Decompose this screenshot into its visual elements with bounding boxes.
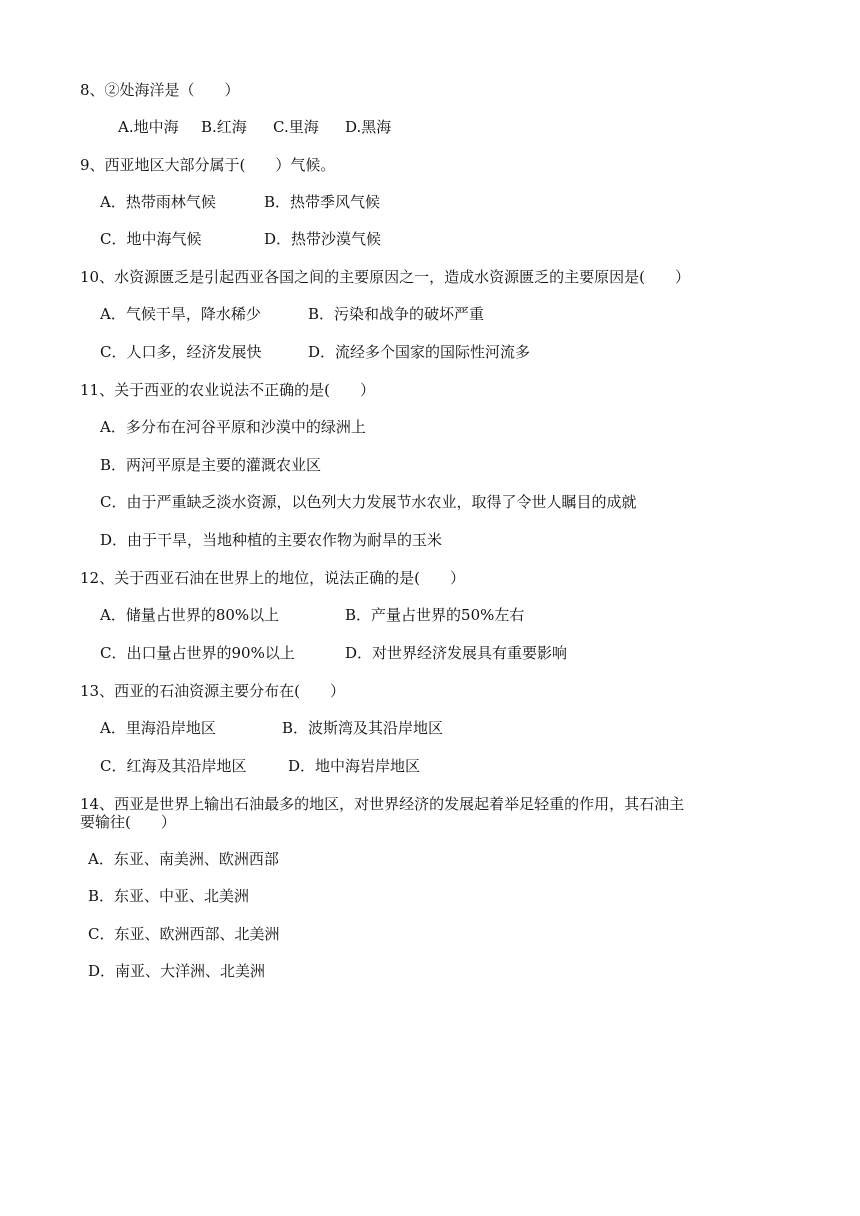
- option-a: A．气候干旱，降水稀少: [100, 305, 261, 323]
- option-b: B．波斯湾及其沿岸地区: [282, 719, 444, 737]
- question-14-stem-line1: 14、西亚是世界上输出石油最多的地区，对世界经济的发展起着举足轻重的作用，其石油主: [80, 795, 685, 813]
- question-13-stem: 13、西亚的石油资源主要分布在( ）: [80, 682, 345, 700]
- option-d: D．热带沙漠气候: [264, 230, 382, 248]
- question-11-option-b: B．两河平原是主要的灌溉农业区: [100, 456, 322, 474]
- question-14-option-b: B．东亚、中亚、北美洲: [88, 887, 250, 905]
- question-10-stem: 10、水资源匮乏是引起西亚各国之间的主要原因之一，造成水资源匮乏的主要原因是( ）: [80, 268, 690, 286]
- option-d: D．流经多个国家的国际性河流多: [308, 343, 531, 361]
- question-11-option-a: A．多分布在河谷平原和沙漠中的绿洲上: [100, 418, 366, 436]
- question-14-option-d: D．南亚、大洋洲、北美洲: [88, 962, 266, 980]
- option-a: A．里海沿岸地区: [100, 719, 216, 737]
- question-12-stem: 12、关于西亚石油在世界上的地位，说法正确的是( ）: [80, 569, 465, 587]
- option-a: A．热带雨林气候: [100, 193, 216, 211]
- question-11-option-d: D．由于干旱，当地种植的主要农作物为耐旱的玉米: [100, 531, 443, 549]
- question-14-option-c: C．东亚、欧洲西部、北美洲: [88, 925, 280, 943]
- option-a: A．储量占世界的80%以上: [100, 606, 280, 624]
- option-c: C．出口量占世界的90%以上: [100, 644, 295, 662]
- option-d: D.黑海: [345, 118, 392, 136]
- option-b: B.红海: [201, 118, 247, 136]
- option-b: B．污染和战争的破坏严重: [308, 305, 485, 323]
- question-9-stem: 9、西亚地区大部分属于( ）气候。: [80, 156, 336, 174]
- option-b: B．热带季风气候: [264, 193, 381, 211]
- option-b: B．产量占世界的50%左右: [345, 606, 525, 624]
- question-14-stem-line2: 要输往( ）: [80, 813, 176, 831]
- option-d: D．对世界经济发展具有重要影响: [345, 644, 568, 662]
- option-c: C．人口多，经济发展快: [100, 343, 262, 361]
- option-d: D．地中海岩岸地区: [288, 757, 421, 775]
- question-8-stem: 8、②处海洋是（ ）: [80, 81, 240, 99]
- option-c: C．红海及其沿岸地区: [100, 757, 247, 775]
- question-14-option-a: A．东亚、南美洲、欧洲西部: [88, 850, 279, 868]
- question-11-stem: 11、关于西亚的农业说法不正确的是( ）: [80, 381, 375, 399]
- option-c: C．地中海气候: [100, 230, 202, 248]
- option-a: A.地中海: [118, 118, 179, 136]
- question-11-option-c: C．由于严重缺乏淡水资源，以色列大力发展节水农业，取得了令世人瞩目的成就: [100, 493, 637, 511]
- option-c: C.里海: [273, 118, 319, 136]
